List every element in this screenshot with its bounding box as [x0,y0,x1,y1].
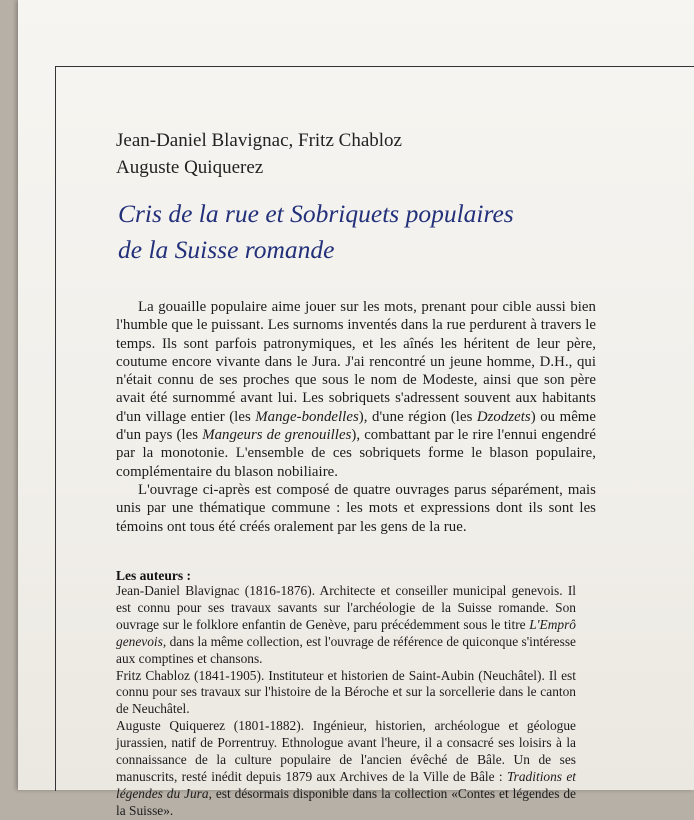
authors-line-1: Jean-Daniel Blavignac, Fritz Chabloz [116,130,402,151]
page-sheet [18,0,694,818]
intro-p1-text-a: La gouaille populaire aime jouer sur les mots, prenant pour cible aussi bien l'humble que le puissant. Les surnoms inventés dans la rue perdurent à travers le temps. Ils sont parfois patronymiques, et les aînés les héritent de leur père, coutume encore vivante dans le Jura. J'ai rencontré un jeune homme, D.H., qui n'était connu de ses proches que sous le nom de Modeste, ainsi que son père avait été surnommé avant lui. Les sobriquets s'adressent souvent aux habitants d'un village entier (les [116,299,596,425]
bio-blavignac [116,583,576,668]
intro-p1-text-d: ), combattant par le rire l'ennui engendré par la monotonie. L'ensemble de ces sobriquets forme le blason populaire, complémentaire du blason nobiliaire. [116,427,596,480]
bio-1-text-a: Jean-Daniel Blavignac (1816-1876). Architecte et conseiller municipal genevois. Il est connu pour ses travaux savants sur l'archéologie de la Suisse romande. Son ouvrage sur le folklore enfantin de Genève, paru précédemment sous le titre [116,583,576,632]
intro-p1-text-c: ) ou même d'un pays (les [116,408,596,444]
bio-chabloz: Fritz Chabloz (1841-1905). Instituteur et historien de Saint-Aubin (Neuchâtel). Il est connu pour ses travaux sur l'histoire de la Béroche et sur la sorcellerie dans le canton de Neuchâtel. [116,667,576,717]
title-line-2: de la Suisse romande [118,235,335,264]
intro-paragraph-1 [116,298,596,481]
intro-p1-italic-3: Mangeurs de grenouilles [202,427,352,444]
bio-quiquerez [116,718,576,819]
authors-line-2: Auguste Quiquerez [116,157,264,178]
bio-3-italic: Traditions et légendes du Jura [116,768,576,801]
intro-paragraph-2: L'ouvrage ci-après est composé de quatre ouvrages parus séparément, mais unis par une thématique commune : les mots et expressions dont ils sont les témoins ont tous été créés oralement par les gens de la rue. [116,481,596,535]
author-biographies [116,583,576,820]
bio-3-text-b: , est désormais disponible dans la collection «Contes et légendes de la Suisse». [116,785,576,818]
intro-p1-italic-1: Mange-bondelles [255,408,359,425]
bio-1-italic: L'Emprô genevois [116,616,576,649]
authors-section-heading: Les auteurs : [116,568,191,583]
title-line-1: Cris de la rue et Sobriquets populaires [118,199,514,228]
bio-3-text-a: Auguste Quiquerez (1801-1882). Ingénieur, historien, archéologue et géologue jurassien, natif de Porrentruy. Ethnologue avant l'heure, il a consacré ses loisirs à la connaissance de la culture populaire de l'ancien évêché de Bâle. Un de ses manuscrits, resté inédit depuis 1879 aux Archives de la Ville de Bâle : [116,718,576,784]
bio-1-text-b: , dans la même collection, est l'ouvrage de référence de quiconque s'intéresse aux comptines et chansons. [116,633,576,666]
intro-p1-text-b: ), d'une région (les [358,408,477,425]
book-title [118,196,678,268]
author-names [116,127,636,181]
intro-p1-italic-2: Dzodzets [476,408,531,425]
introduction-text [116,298,596,536]
